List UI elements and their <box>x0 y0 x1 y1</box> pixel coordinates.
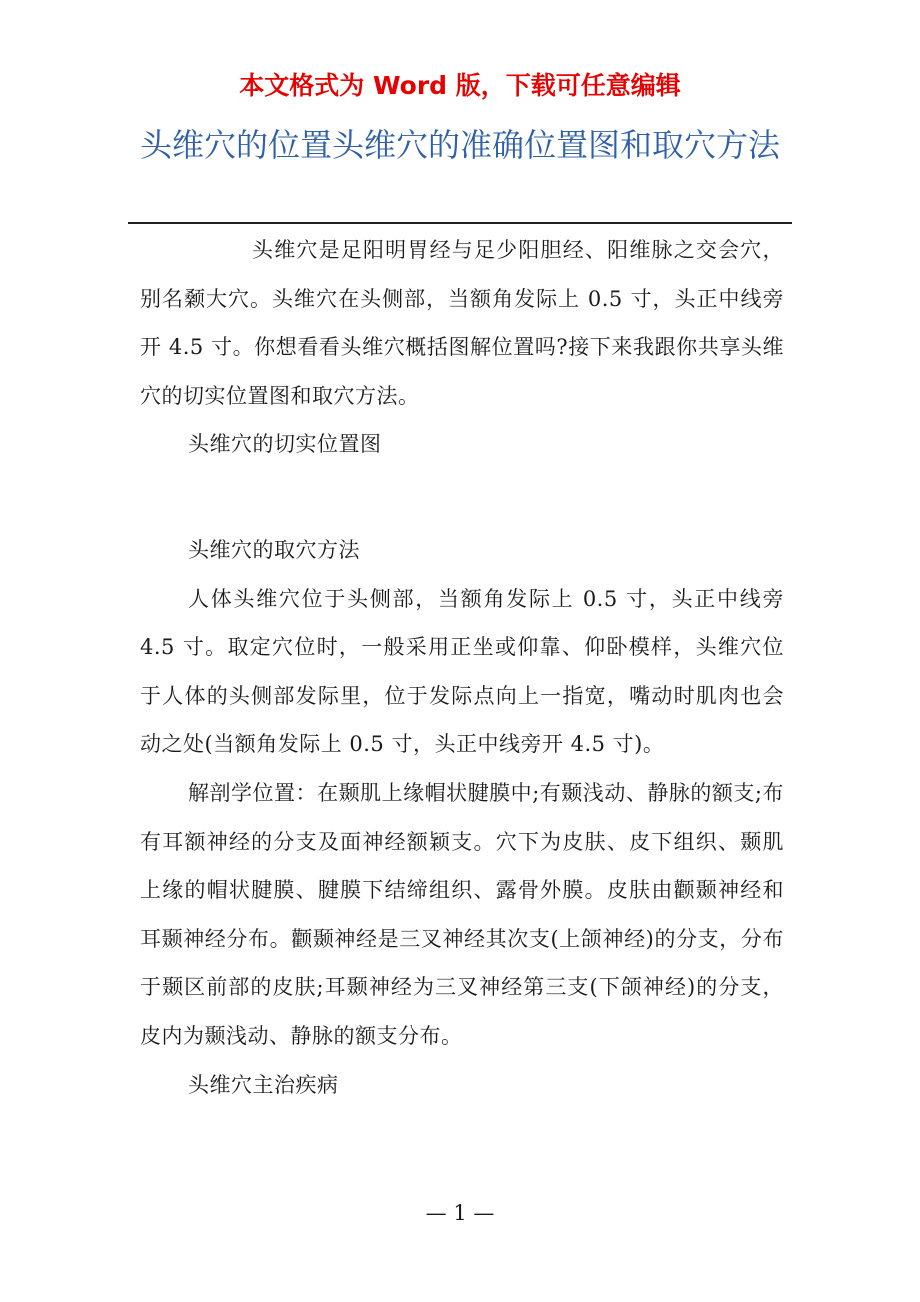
anatomy-paragraph: 解剖学位置：在颞肌上缘帽状腱膜中;有颞浅动、静脉的额支;布有耳额神经的分支及面神经额颖支。穴下为皮肤、皮下组织、颞肌上缘的帽状腱膜、腱膜下结缔组织、露骨外膜。皮肤由颧颞神经和耳颞神经分布。颧颞神经是三叉神经其次支(上颌神经)的分支，分布于颞区前部的皮肤;耳颞神经为三叉神经第三支(下颌神经)的分支，皮内为颞浅动、静脉的额支分布。 <box>140 780 784 1048</box>
format-banner: 本文格式为 Word 版，下载可任意编辑 <box>239 71 681 100</box>
section-heading-method: 头维穴的取穴方法 <box>188 537 360 562</box>
method-paragraph: 人体头维穴位于头侧部，当额角发际上 0.5 寸，头正中线旁 4.5 寸。取定穴位时，一般采用正坐或仰靠、仰卧模样，头维穴位于人体的头侧部发际里，位于发际点向上一指宽，嘴动时肌肉也会动之处(当额角发际上 0.5 寸，头正中线旁开 4.5 寸)。 <box>140 586 784 757</box>
document-body <box>140 226 784 1109</box>
section-heading-disease: 头维穴主治疾病 <box>188 1072 339 1097</box>
document-title: 头维穴的位置头维穴的准确位置图和取穴方法 <box>139 126 780 164</box>
intro-paragraph: 头维穴是足阳明胃经与足少阳胆经、阳维脉之交会穴，别名颡大穴。头维穴在头侧部，当额角发际上 0.5 寸，头正中线旁开 4.5 寸。你想看看头维穴概括图解位置吗?接下来我跟你共享头维穴的切实位置图和取穴方法。 <box>140 238 784 408</box>
section-heading-position: 头维穴的切实位置图 <box>188 432 382 457</box>
image-placeholder-gap <box>140 469 784 526</box>
page-number: — 1 — <box>425 1201 495 1225</box>
title-divider <box>128 222 792 224</box>
